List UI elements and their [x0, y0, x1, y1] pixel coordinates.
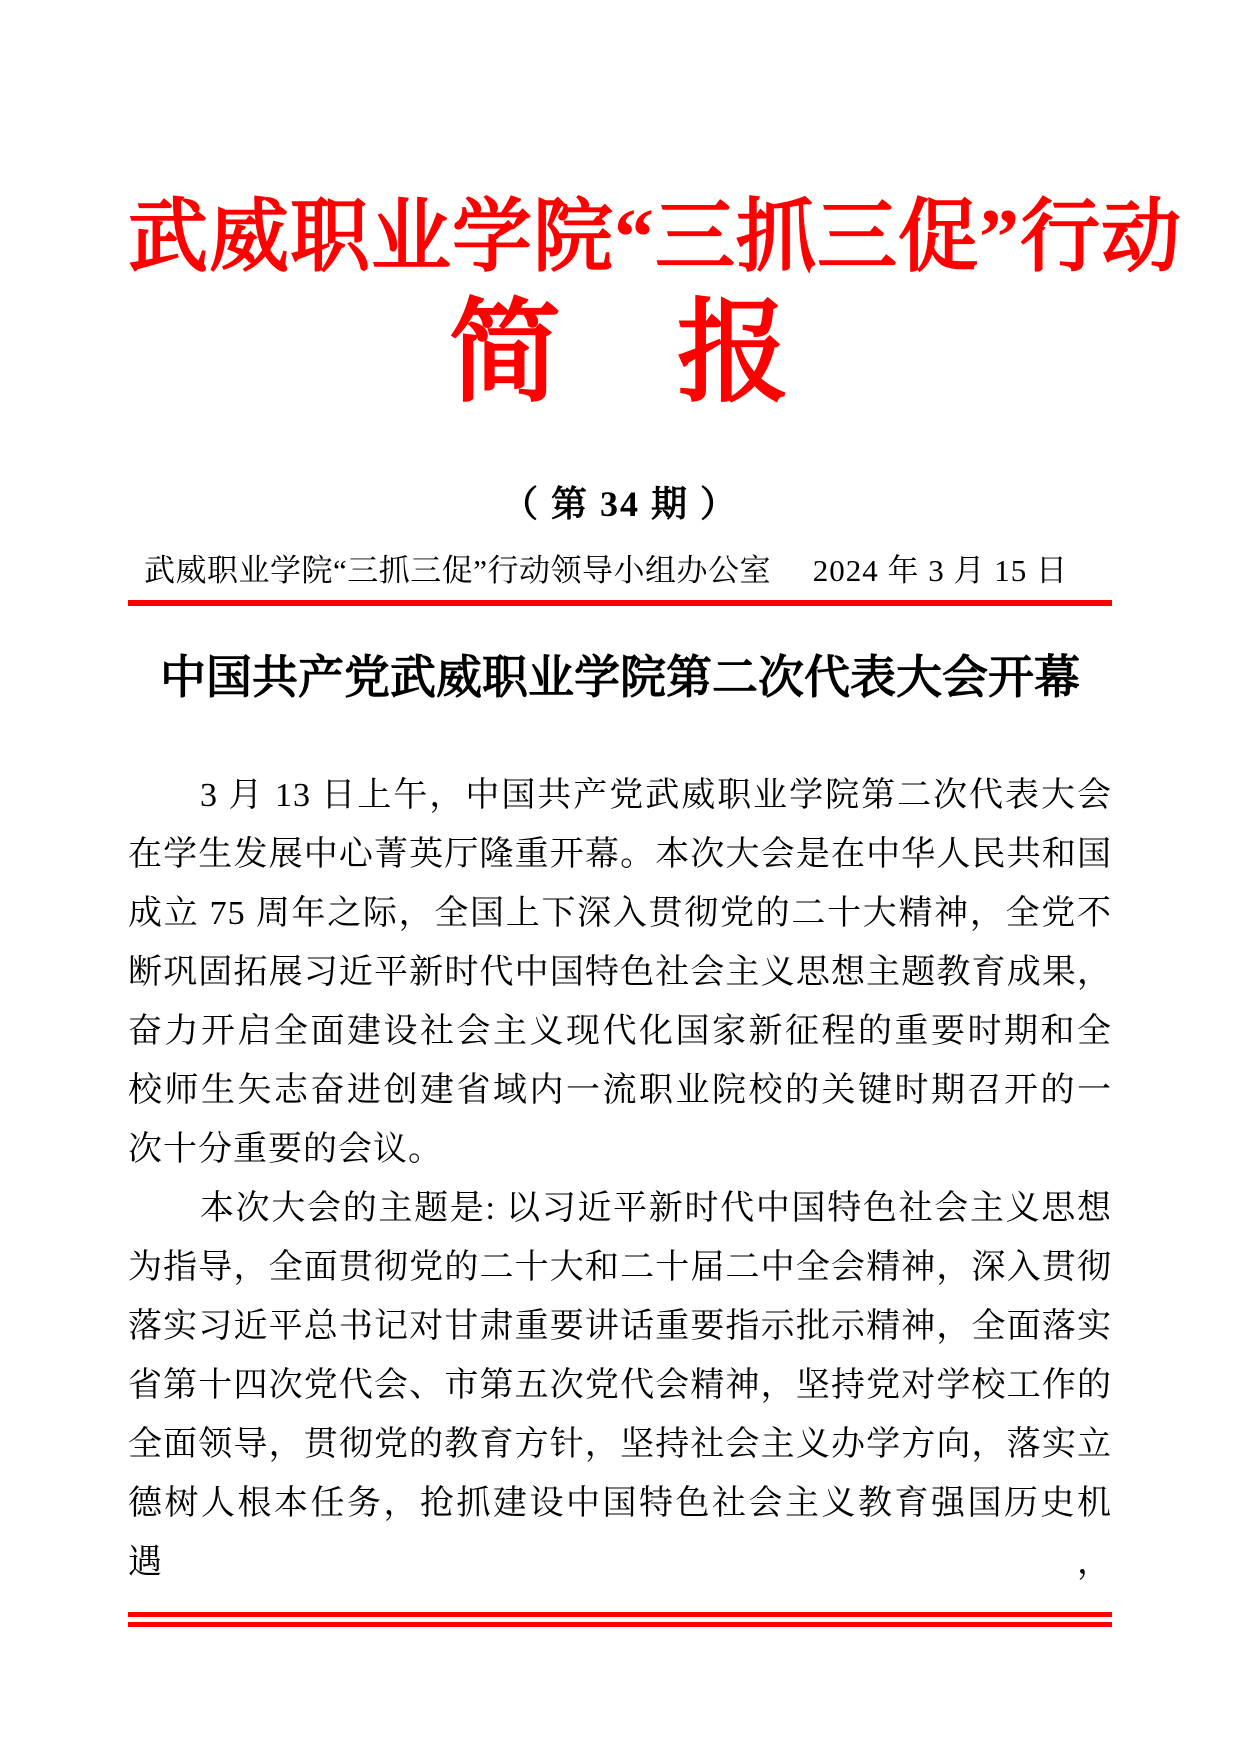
footer-rule-bottom: [128, 1622, 1112, 1627]
body-line: 校师生矢志奋进创建省域内一流职业院校的关键时期召开的一: [128, 1072, 1112, 1110]
body-line: 为指导，全面贯彻党的二十大和二十届二中全会精神，深入贯彻: [128, 1249, 1112, 1287]
body-line: 在学生发展中心菁英厅隆重开幕。本次大会是在中华人民共和国: [128, 836, 1112, 874]
body-line: 省第十四次党代会、市第五次党代会精神，坚持党对学校工作的: [128, 1367, 1112, 1405]
masthead-title-line2: 简 报: [449, 292, 791, 416]
body-line: 3 月 13 日上午，中国共产党武威职业学院第二次代表大会: [200, 777, 1112, 815]
masthead-divider-rule: [128, 600, 1112, 606]
issue-date: 2024 年 3 月 15 日: [812, 552, 1068, 588]
issuing-office: 武威职业学院“三抓三促”行动领导小组办公室: [144, 552, 772, 588]
article-body: [128, 766, 1112, 1592]
body-line: 全面领导，贯彻党的教育方针，坚持社会主义办学方向，落实立: [128, 1426, 1112, 1464]
body-line: 落实习近平总书记对甘肃重要讲话重要指示批示精神，全面落实: [128, 1308, 1112, 1346]
issue-number: （ 第 34 期 ）: [501, 483, 738, 524]
footer-rule-top: [128, 1612, 1112, 1617]
body-line: 德树人根本任务，抢抓建设中国特色社会主义教育强国历史机遇，: [128, 1485, 1112, 1582]
masthead-meta-row: [128, 552, 1112, 591]
body-line: 奋力开启全面建设社会主义现代化国家新征程的重要时期和全: [128, 1013, 1112, 1051]
body-line: 次十分重要的会议。: [128, 1131, 443, 1169]
masthead-title-line1: 武威职业学院“三抓三促”行动: [128, 194, 1182, 282]
body-line: 成立 75 周年之际，全国上下深入贯彻党的二十大精神，全党不: [128, 895, 1112, 933]
article-headline: 中国共产党武威职业学院第二次代表大会开幕: [160, 651, 1080, 703]
body-line: 断巩固拓展习近平新时代中国特色社会主义思想主题教育成果，: [128, 954, 1112, 992]
body-line: 本次大会的主题是: 以习近平新时代中国特色社会主义思想: [200, 1190, 1112, 1228]
footer-double-rule: [128, 1612, 1112, 1627]
